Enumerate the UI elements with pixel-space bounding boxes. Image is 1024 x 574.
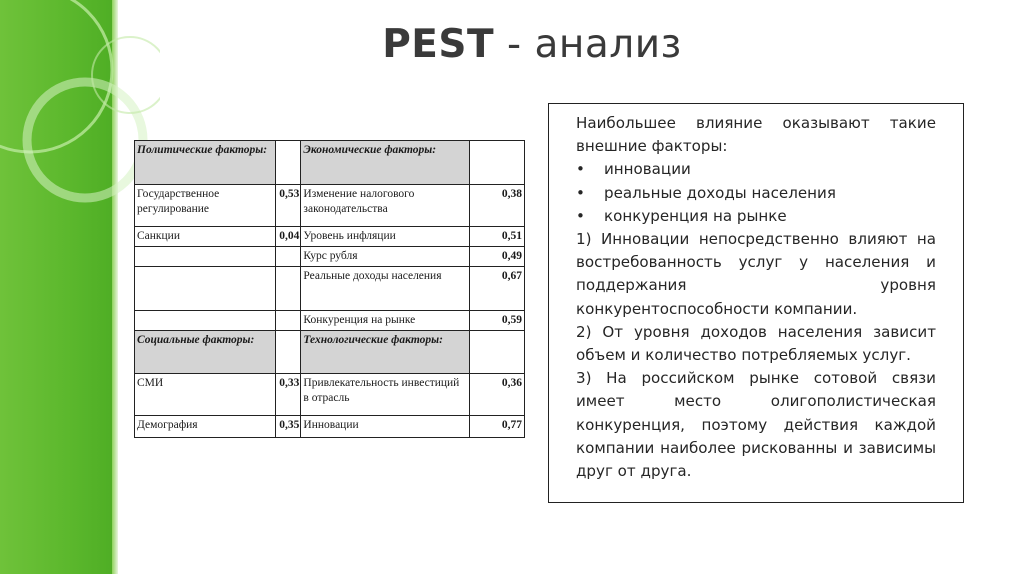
cell-factor-left — [135, 267, 276, 311]
table-header-row — [135, 141, 525, 185]
cell-value-left — [276, 247, 301, 267]
table-row — [135, 311, 525, 331]
cell-factor-left: Демография — [135, 416, 276, 438]
title-rest-part: - анализ — [494, 22, 682, 67]
bullet-dot: • — [576, 206, 585, 225]
cell-value-left: 0,33 — [276, 374, 301, 416]
header-social-value-cell — [276, 331, 301, 374]
cell-value-right: 0,67 — [469, 267, 524, 311]
cell-factor-left — [135, 247, 276, 267]
cell-value-left — [276, 311, 301, 331]
header-political-value-cell — [276, 141, 301, 185]
header-social: Социальные факторы: — [135, 331, 276, 374]
cell-factor-right: Изменение налогового законодательства — [301, 185, 469, 227]
bullet-text: инновации — [604, 160, 691, 179]
bullet-dot: • — [576, 183, 585, 202]
cell-value-right: 0,36 — [469, 374, 524, 416]
paragraph-competition: 3) На российском рынке сотовой связи имеет место олигополистическая конкуренция, поэтому действия каждой компании наиболее рискованны и зависимы друг от друга. — [576, 369, 936, 481]
pest-factors-table — [134, 140, 525, 438]
table-row — [135, 374, 525, 416]
cell-value-right: 0,38 — [469, 185, 524, 227]
header-technological: Технологические факторы: — [301, 331, 469, 374]
cell-factor-right: Привлекательность инвестиций в отрасль — [301, 374, 469, 416]
cell-value-left — [276, 267, 301, 311]
cell-value-left: 0,35 — [276, 416, 301, 438]
page-title — [0, 22, 1024, 67]
cell-factor-left: СМИ — [135, 374, 276, 416]
cell-factor-right: Реальные доходы населения — [301, 267, 469, 311]
header-economic-value-cell — [469, 141, 524, 185]
cell-value-left: 0,04 — [276, 227, 301, 247]
cell-value-right: 0,51 — [469, 227, 524, 247]
cell-factor-right: Конкуренция на рынке — [301, 311, 469, 331]
cell-factor-left — [135, 311, 276, 331]
intro-line-1: Наибольшее влияние оказывают такие — [576, 114, 936, 132]
header-political: Политические факторы: — [135, 141, 276, 185]
cell-value-right: 0,59 — [469, 311, 524, 331]
list-item — [576, 182, 936, 205]
title-bold-part: PEST — [382, 22, 495, 67]
table-row — [135, 267, 525, 311]
bullet-dot: • — [576, 160, 585, 179]
bullet-text: конкуренция на рынке — [604, 206, 787, 225]
table-row — [135, 185, 525, 227]
header-technological-value-cell — [469, 331, 524, 374]
cell-value-right: 0,77 — [469, 416, 524, 438]
table-row — [135, 416, 525, 438]
list-item — [576, 158, 936, 181]
paragraph-innovations: 1) Инновации непосредственно влияют на востребованность услуг у населения и поддержания уровня конкурентоспособности компании. — [576, 230, 936, 318]
cell-factor-right: Уровень инфляции — [301, 227, 469, 247]
bullet-text: реальные доходы населения — [604, 183, 836, 202]
cell-value-right: 0,49 — [469, 247, 524, 267]
table-header-row — [135, 331, 525, 374]
factor-bullet-list — [576, 158, 936, 228]
intro-line-2: внешние факторы: — [576, 137, 728, 156]
header-economic: Экономические факторы: — [301, 141, 469, 185]
paragraph-income: 2) От уровня доходов населения зависит объем и количество потребляемых услуг. — [576, 322, 936, 365]
list-item — [576, 205, 936, 228]
cell-factor-right: Инновации — [301, 416, 469, 438]
table-row — [135, 247, 525, 267]
cell-value-left: 0,53 — [276, 185, 301, 227]
table-row — [135, 227, 525, 247]
cell-factor-left: Санкции — [135, 227, 276, 247]
cell-factor-left: Государственное регулирование — [135, 185, 276, 227]
conclusion-text-box — [548, 103, 964, 503]
cell-factor-right: Курс рубля — [301, 247, 469, 267]
